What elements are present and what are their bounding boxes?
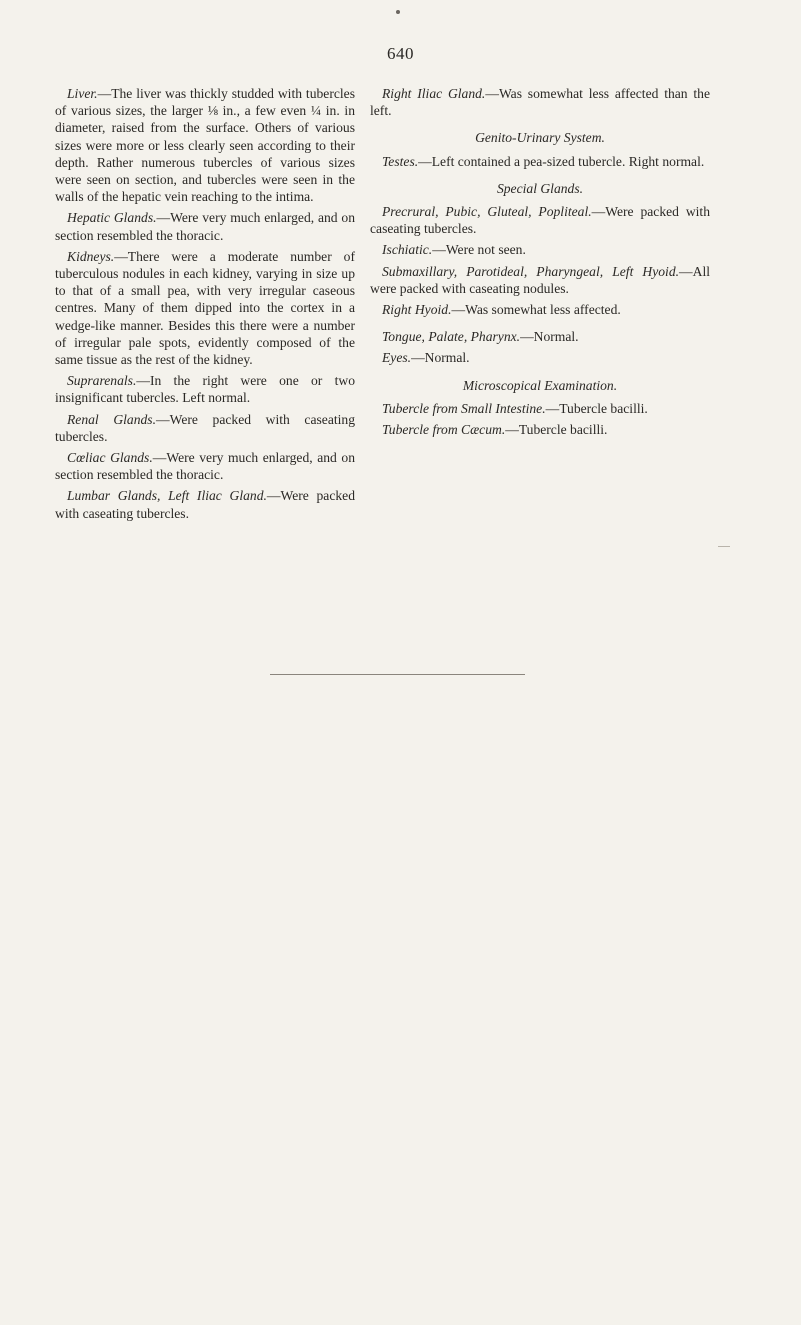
paragraph-text: —In the right were one or two insignificant tubercles. Left normal.	[55, 373, 355, 406]
paragraph-text: —Tubercle bacilli.	[545, 400, 648, 416]
page-number: 640	[387, 44, 414, 63]
paragraph-text: —Were not seen.	[432, 242, 526, 258]
section-heading-genito-urinary: Genito-Urinary System.	[475, 130, 605, 146]
paragraph-text: —All were packed with caseating nodules.	[370, 263, 710, 296]
paragraph-right-iliac-gland	[370, 85, 710, 119]
section-heading-special-glands: Special Glands.	[496, 180, 584, 196]
paragraph-kidneys	[55, 248, 355, 368]
paragraph-head: Tubercle from Cæcum.	[382, 422, 506, 438]
paragraph-testes	[370, 153, 710, 170]
paragraph-text: —There were a moderate number of tuberculous nodules in each kidney, varying in size up to that of a small pea, with very irregular caseous centres. Many of them dipped into the cortex in a wedge-like manner. Besides this there were a number of irregular pale spots, evidently composed of the same tissue as the rest of the kidney.	[55, 248, 355, 368]
paragraph-text: —Normal.	[411, 350, 470, 366]
paragraph-head: Right Iliac Gland.	[382, 86, 486, 101]
paragraph-head: Submaxillary, Parotideal, Pharyngeal, Left Hyoid.	[382, 263, 680, 279]
paragraph-head: Hepatic Glands.	[67, 210, 157, 226]
paragraph-small-intestine	[370, 400, 710, 417]
paragraph-eyes	[370, 349, 710, 366]
paragraph-head: Testes.	[382, 153, 419, 169]
right-column	[370, 85, 710, 442]
section-heading-microscopical: Microscopical Examination.	[462, 377, 618, 393]
paragraph-text: —The liver was thickly studded with tubercles of various sizes, the larger ⅛ in., a few even ¼ in. in diameter, raised from the surface. Others of various sizes were more or less clearly seen according to their depth. Rather numerous tubercles of various sizes were seen on section, and tubercles were seen in the walls of the hepatic vein reaching to the intima.	[55, 86, 355, 205]
paragraph-text: —Were packed with caseating tubercles.	[55, 488, 355, 521]
paragraph-hepatic-glands	[55, 209, 355, 243]
left-column	[55, 85, 355, 526]
paragraph-ischiatic	[370, 241, 710, 258]
paragraph-text: —Were packed with caseating tubercles.	[55, 411, 355, 444]
paragraph-tongue	[370, 328, 710, 345]
paragraph-text: —Were very much enlarged, and on section resembled the thoracic.	[55, 210, 355, 243]
paragraph-text: —Tubercle bacilli.	[505, 422, 608, 438]
paragraph-head: Liver.	[67, 86, 98, 101]
paragraph-text: —Left contained a pea-sized tubercle. Right normal.	[418, 153, 705, 169]
paragraph-head: Tongue, Palate, Pharynx.	[382, 329, 521, 345]
paragraph-precrural	[370, 203, 710, 237]
paragraph-head: Suprarenals.	[67, 373, 137, 389]
paragraph-head: Kidneys.	[67, 248, 115, 264]
paragraph-head: Lumbar Glands, Left Iliac Gland.	[67, 488, 267, 504]
paragraph-text: —Were packed with caseating tubercles.	[370, 204, 710, 237]
paragraph-head: Renal Glands.	[67, 411, 156, 427]
paragraph-head: Cœliac Glands.	[67, 450, 153, 466]
end-rule-divider	[270, 674, 525, 675]
paragraph-coeliac-glands	[55, 449, 355, 483]
paragraph-caecum	[370, 421, 710, 438]
paragraph-text: —Was somewhat less affected than the left.	[370, 86, 711, 119]
margin-mark	[718, 546, 730, 547]
print-mark	[396, 10, 400, 14]
paragraph-right-hyoid	[370, 301, 710, 318]
paragraph-head: Eyes.	[382, 350, 412, 366]
paragraph-head: Precrural, Pubic, Gluteal, Popliteal.	[382, 204, 592, 220]
paragraph-text: —Was somewhat less affected.	[451, 302, 621, 318]
paragraph-head: Right Hyoid.	[382, 302, 452, 318]
paragraph-suprarenals	[55, 372, 355, 406]
paragraph-text: —Normal.	[520, 329, 579, 345]
paragraph-text: —Were very much enlarged, and on section resembled the thoracic.	[55, 450, 355, 483]
paragraph-renal-glands	[55, 411, 355, 445]
paragraph-liver	[55, 85, 355, 205]
paragraph-submaxillary	[370, 263, 710, 297]
paragraph-head: Ischiatic.	[382, 242, 433, 258]
paragraph-head: Tubercle from Small Intestine.	[382, 400, 546, 416]
paragraph-lumbar-glands	[55, 487, 355, 521]
